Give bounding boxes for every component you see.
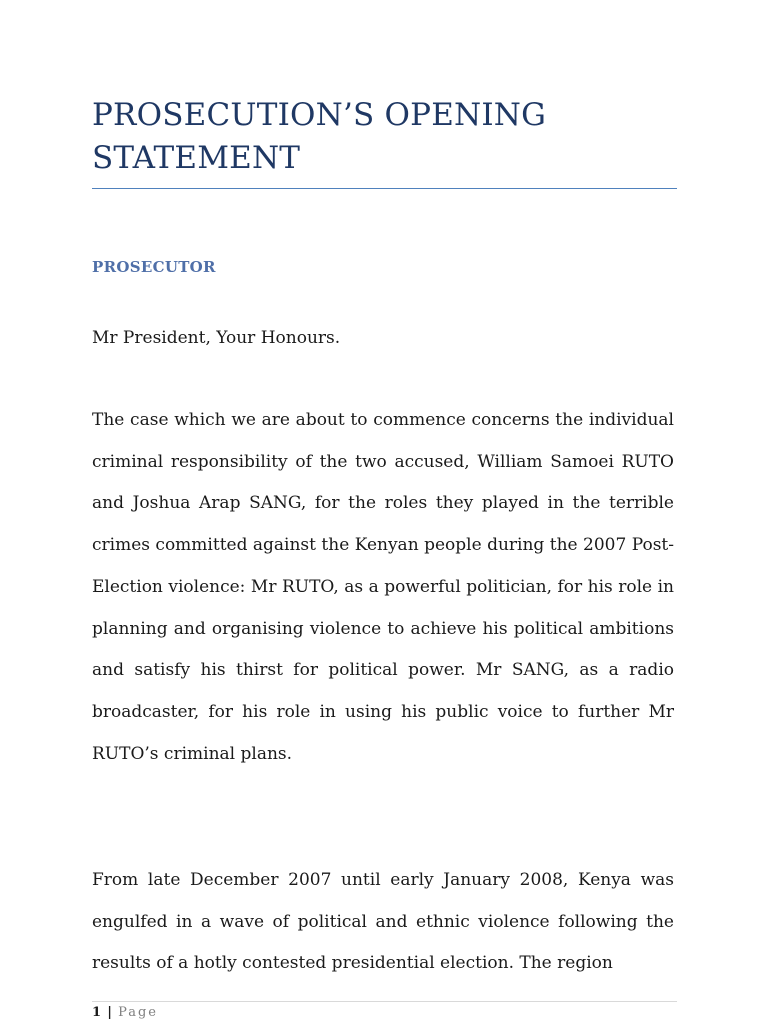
page-footer <box>92 1005 158 1021</box>
speaker-heading: PROSECUTOR <box>92 258 216 276</box>
footer-separator: | <box>107 1005 112 1020</box>
greeting-paragraph: Mr President, Your Honours. <box>92 328 341 348</box>
page-label: Page <box>118 1005 158 1020</box>
page-number: 1 <box>92 1005 102 1020</box>
body-paragraph: From late December 2007 until early January 2008, Kenya was engulfed in a wave of political and ethnic violence following the results of a hotly contested presidential election. The region <box>92 870 674 974</box>
title-divider <box>92 188 677 189</box>
document-title: PROSECUTION’S OPENING STATEMENT <box>92 97 547 176</box>
footer-divider <box>92 1001 677 1002</box>
body-paragraph: The case which we are about to commence concerns the individual criminal responsibility of the two accused, William Samoei RUTO and Joshua Arap SANG, for the roles they played in the terrible crimes committed against the Kenyan people during the 2007 Post-Election violence: Mr RUTO, as a powerful politician, for his role in planning and organising violence to achieve his political ambitions and satisfy his thirst for political power. Mr SANG, as a radio broadcaster, for his role in using his public voice to further Mr RUTO’s criminal plans. <box>92 410 674 764</box>
